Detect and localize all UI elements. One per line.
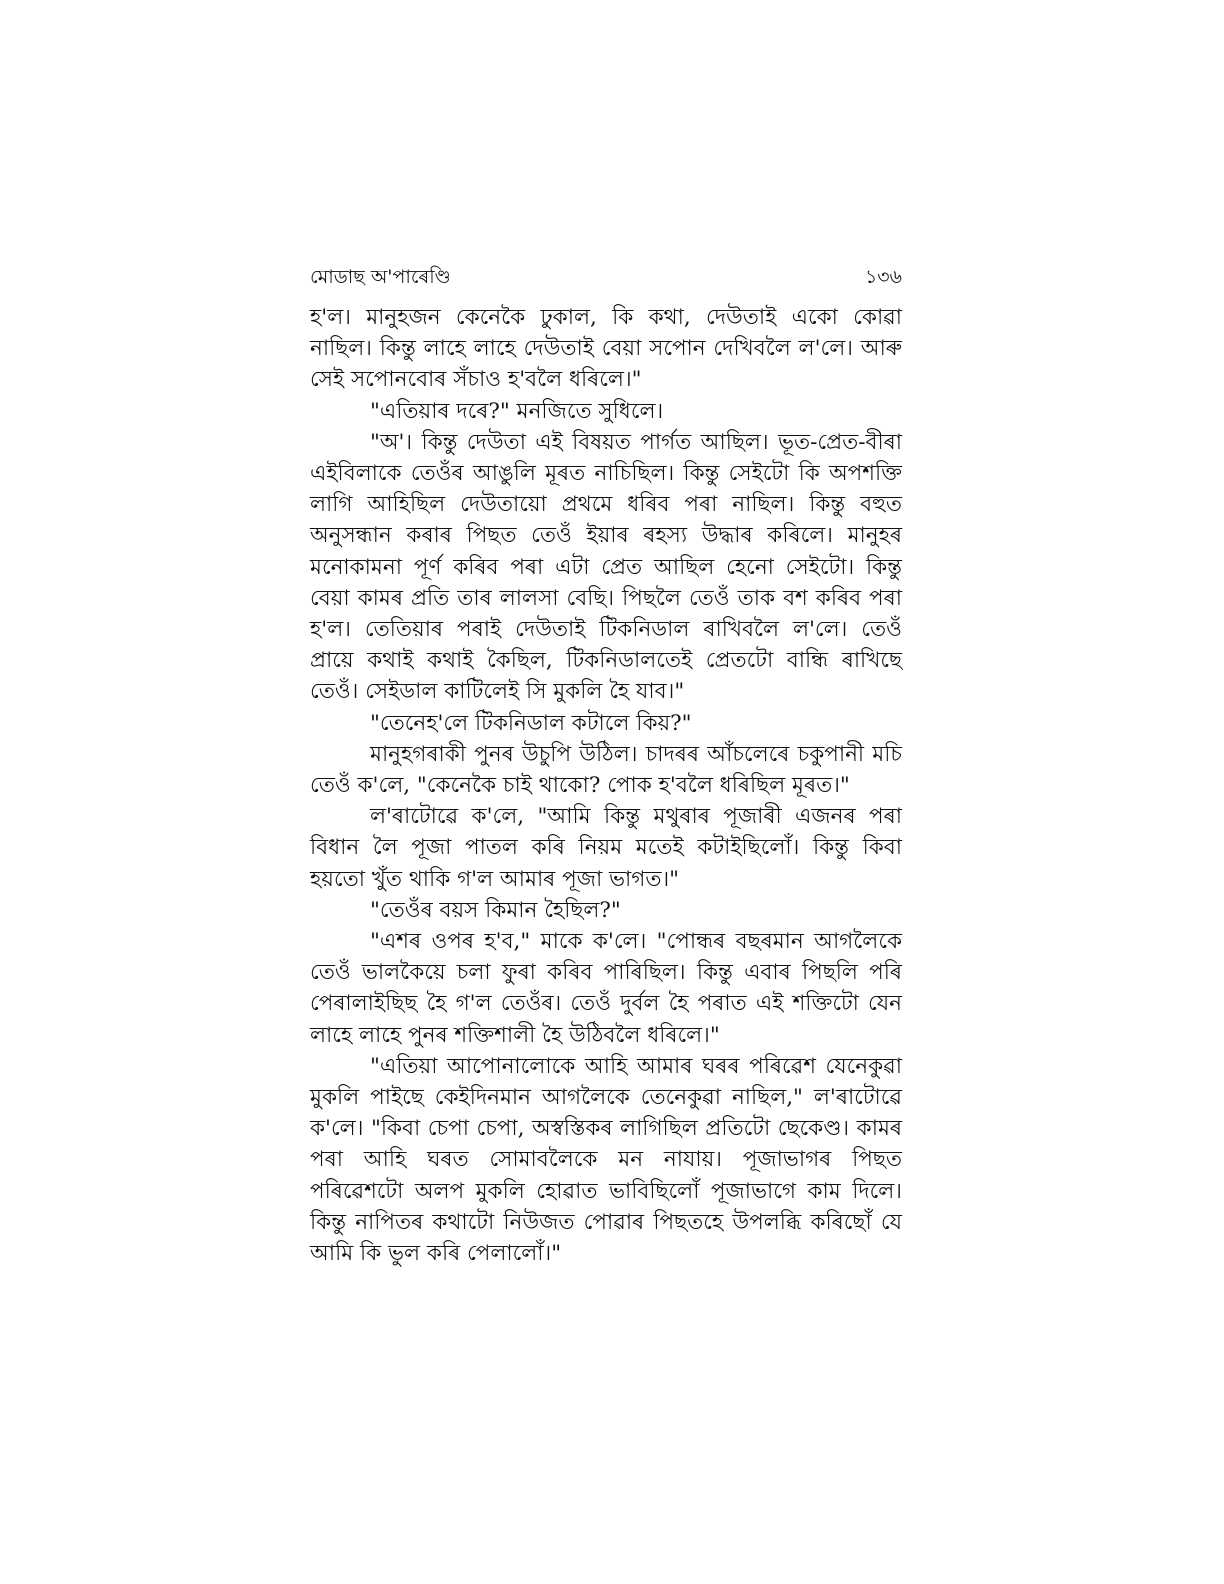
paragraph: "তেওঁৰ বয়স কিমান হৈছিল?" xyxy=(370,897,621,923)
paragraph: "তেনেহ'লে টিকনিডাল কটালে কিয়?" xyxy=(370,710,692,736)
book-title: মোডাছ অ'পাৰেণ্ডি xyxy=(310,266,451,288)
body-text xyxy=(310,302,902,1269)
paragraph: "এশৰ ওপৰ হ'ব," মাকে ক'লে। "পোন্ধৰ বছৰমান আগলৈকে তেওঁ ভালকৈয়ে চলা ফুৰা কৰিব পাৰিছিল। কিন্তু এবাৰ পিছলি পৰি পেৰালাইছিছ হৈ গ'ল তেওঁৰ। তেওঁ দুৰ্বল হৈ পৰাত এই শক্তিটো যেন লাহে লাহে পুনৰ শক্তিশালী হৈ উঠিবলৈ ধৰিলে।" xyxy=(310,929,902,1048)
page-number: ১৩৬ xyxy=(864,266,902,288)
paragraph: "এতিয়া আপোনালোকে আহি আমাৰ ঘৰৰ পৰিৱেশ যেনেকুৱা মুকলি পাইছে কেইদিনমান আগলৈকে তেনেকুৱা নাছিল," ল'ৰাটোৱে ক'লে। "কিবা চেপা চেপা, অস্বস্তিকৰ লাগিছিল প্ৰতিটো ছেকেণ্ড। কামৰ পৰা আহি ঘৰত সোমাবলৈকে মন নাযায়। পূজাভাগৰ পিছত পৰিৱেশটো অলপ মুকলি হোৱাত ভাবিছিলোঁ পূজাভাগে কাম দিলে। কিন্তু নাপিতৰ কথাটো নিউজত পোৱাৰ পিছতহে উপলব্ধি কৰিছোঁ যে আমি কি ভুল কৰি পেলালোঁ।" xyxy=(310,1053,902,1267)
paragraph: "অ'। কিন্তু দেউতা এই বিষয়ত পাৰ্গত আছিল। ভূত-প্ৰেত-বীৰা এইবিলাকে তেওঁৰ আঙুলি মূৰত নাচিছিল। কিন্তু সেইটো কি অপশক্তি লাগি আহিছিল দেউতায়ো প্ৰথমে ধৰিব পৰা নাছিল। কিন্তু বহুত অনুসন্ধান কৰাৰ পিছত তেওঁ ইয়াৰ ৰহস্য উদ্ধাৰ কৰিলে। মানুহৰ মনোকামনা পূৰ্ণ কৰিব পৰা এটা প্ৰেত আছিল হেনো সেইটো। কিন্তু বেয়া কামৰ প্ৰতি তাৰ লালসা বেছি। পিছলৈ তেওঁ তাক বশ কৰিব পৰা হ'ল। তেতিয়াৰ পৰাই দেউতাই টিকনিডাল ৰাখিবলৈ ল'লে। তেওঁ প্ৰায়ে কথাই কথাই কৈছিল, টিকনিডালতেই প্ৰেতটো বান্ধি ৰাখিছে তেওঁ। সেইডাল কাটিলেই সি মুকলি হৈ যাব।" xyxy=(310,429,902,705)
running-header xyxy=(310,264,902,290)
paragraph: ল'ৰাটোৱে ক'লে, "আমি কিন্তু মথুৰাৰ পূজাৰী এজনৰ পৰা বিধান লৈ পূজা পাতল কৰি নিয়ম মতেই কটাইছিলোঁ। কিন্তু কিবা হয়তো খুঁত থাকি গ'ল আমাৰ পূজা ভাগত।" xyxy=(310,804,902,892)
paragraph: হ'ল। মানুহজন কেনেকৈ ঢুকাল, কি কথা, দেউতাই একো কোৱা নাছিল। কিন্তু লাহে লাহে দেউতাই বেয়া সপোন দেখিবলৈ ল'লে। আৰু সেই সপোনবোৰ সঁচাও হ'বলৈ ধৰিলে।" xyxy=(310,305,902,393)
paragraph: মানুহগৰাকী পুনৰ উচুপি উঠিল। চাদৰৰ আঁচলেৰে চকুপানী মচি তেওঁ ক'লে, "কেনেকৈ চাই থাকো? পোক হ'বলৈ ধৰিছিল মূৰত।" xyxy=(310,741,902,799)
paragraph: "এতিয়াৰ দৰে?" মনজিতে সুধিলে। xyxy=(370,398,664,424)
